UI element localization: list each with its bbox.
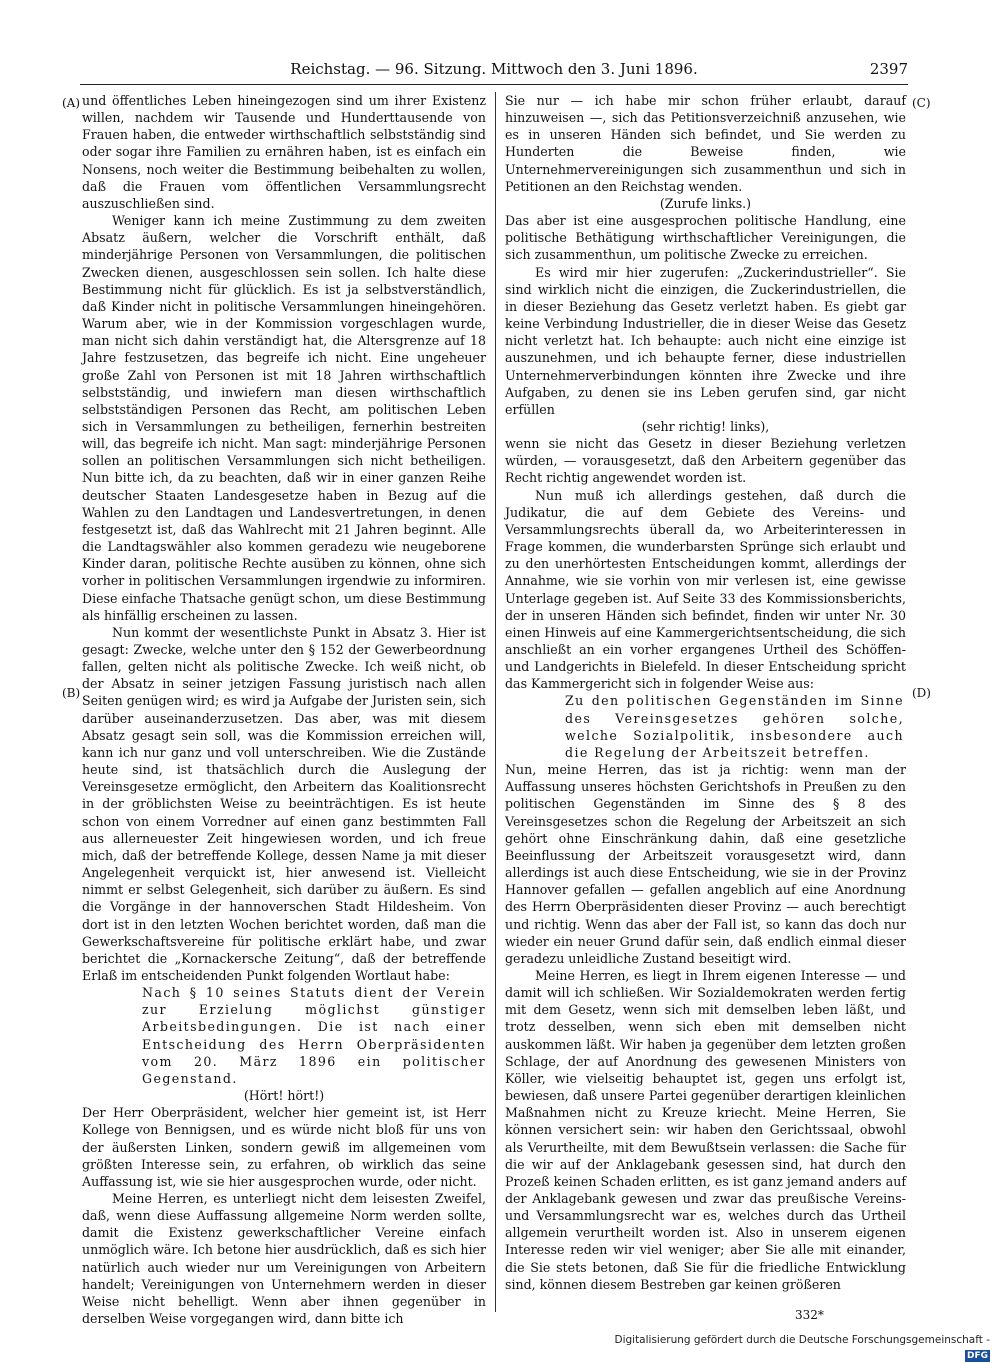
right-column-paragraph: (sehr richtig! links), [641,418,770,434]
right-column-paragraph: Nun, meine Herren, das ist ja richtig: wenn man der Auffassung unseres höchsten Gerichtshofs in Preußen zu den politischen Gegenständen im Sinne des § 8 des Vereinsgesetzes schon die Regelung der Arbeitszeit an sich gehört ohne Einschränkung dahin, daß eine gesetzliche Beeinflussung der Arbeitszeit vorausgesetzt wird, dann allerdings ist auch diese Entscheidung, wie sie in der Provinz Hannover gefallen — gefallen angeblich auf eine Anordnung des Herrn Oberpräsidenten dieser Provinz — auch berechtigt und richtig. Wenn das aber der Fall ist, so kann das doch nur wieder ein neuer Grund dafür sein, daß endlich einmal dieser geradezu unleidliche Zustand beseitigt wird. [505,762,906,966]
right-column-paragraph: Nun muß ich allerdings gestehen, daß durch die Judikatur, die auf dem Gebiete des Vereins- und Versammlungsrechts überall da, wo Arbeiterinteressen in Frage kommen, die wunderbarsten Sprünge sich erlaubt und zu den unerhörtesten Entscheidungen kommt, allerdings der Annahme, wie sie vorhin von mir verlesen ist, eine gewisse Unterlage gegeben ist. Auf Seite 33 des Kommissionsberichts, der in unseren Händen sich befindet, finden wir unter Nr. 30 einen Hinweis auf eine Kammergerichtsentscheidung, die sich anschließt an ein vorher ergangenes Urtheil des Schöffen- und Landgerichts in Bielefeld. In dieser Entscheidung spricht das Kammergericht sich in folgender Weise aus: [505,487,906,692]
right-column-paragraph: Meine Herren, es liegt in Ihrem eigenen Interesse — und damit will ich schließen. Wir Sozialdemokraten werden fertig mit dem Gesetz, wenn sich mit demselben leben läßt, und trotz desselben, wenn sich eben mit demselben nicht auskommen läßt. Wir haben ja gegenüber dem letzten großen Schlage, der auf Anordnung des gewesenen Ministers von Köller, wie vielseitig behauptet ist, gegen uns erfolgt ist, bewiesen, daß unsere Partei gegenüber derartigen kleinlichen Maßnahmen nicht zu Kreuze kriecht. Meine Herren, Sie können versichert sein: wir haben den Gerichtssaal, obwohl als Verurtheilte, mit dem Bewußtsein verlassen: die Sache für die wir auf der Anklagebank gesessen sind, hat durch den Prozeß keinen Schaden erlitten, es ist ganz jemand anders auf der Anklagebank gewesen und zwar das preußische Vereins- und Versammlungsrecht war es, welches durch das Urtheil allgemein verurtheilt worden ist. Also in unserem eigenen Interesse reden wir viel weniger; aber Sie alle mit einander, die Sie stets betonen, daß Sie für die friedliche Entwicklung sind, können diesem Bestreben gar keinen größeren [505,967,906,1292]
left-column-paragraph: Nun kommt der wesentlichste Punkt in Absatz 3. Hier ist gesagt: Zwecke, welche unter den § 152 der Gewerbeordnung fallen, gelten nicht als politische Zwecke. Ich weiß nicht, ob der Absatz in seiner jetzigen Fassung juristisch nach allen Seiten genügen wird; es wird ja Aufgabe der Juristen sein, sich darüber auseinanderzusetzen. Das aber, was mit diesem Absatz gesagt sein soll, was die Kommission erreichen will, kann ich nur ganz und voll unterschreiben. Wie die Zustände heute sind, ist thatsächlich durch die Auslegung der Vereinsgesetze ermöglicht, den Arbeitern das Koalitionsrecht in der gröblichsten Weise zu beeinträchtigen. Es ist heute schon von einem Vorredner auf einen ganz bestimmten Fall aus allerneuester Zeit hingewiesen worden, und ich freue mich, daß der betreffende Kollege, dessen Name ja mit dieser Angelegenheit verquickt ist, hier anwesend ist. Vielleicht nimmt er selbst Gelegenheit, sich darüber zu äußern. Es sind die Vorgänge in der hannoverschen Stadt Hildesheim. Von dort ist in den letzten Wochen berichtet worden, daß man die Gewerkschaftsvereine für politische erklärt habe, und zwar berichtet die „Kornackersche Zeitung“, daß der betreffende Erlaß im entscheidenden Punkt folgenden Wortlaut habe: [82,624,486,983]
left-column-paragraph: Meine Herren, es unterliegt nicht dem leisesten Zweifel, daß, wenn diese Auffassung allgemeine Norm werden sollte, damit die Existenz gewerkschaftlicher Vereine einfach unmöglich wäre. Ich betone hier ausdrücklich, daß es sich hier natürlich auch wieder nur um Vereinigungen von Arbeitern handelt; Vereinigungen von Unternehmern werden in dieser Weise nicht behelligt. Wenn aber ihnen gegenüber in derselben Weise vorgegangen wird, dann bitte ich [82,1191,486,1327]
sheet-signature: 332* [795,1308,824,1322]
page-header [80,56,908,82]
margin-marker-d: (D) [912,686,931,700]
margin-marker-a: (A) [62,96,81,110]
margin-marker-b: (B) [62,686,81,700]
page-number: 2397 [869,60,908,78]
right-column [505,92,906,1293]
left-column-paragraph: Nach § 10 seines Statuts dient der Verein zur Erzielung möglichst günstiger Arbeitsbedingungen. Die ist nach einer Entscheidung des Herrn Oberpräsidenten vom 20. März 1896 ein politischer Gegenstand. [142,985,486,1086]
left-column-paragraph: Weniger kann ich meine Zustimmung zu dem zweiten Absatz äußern, welcher die Vorschrift enthält, daß minderjährige Personen von Versammlungen, die politischen Zwecken dienen, ausgeschlossen sein sollen. Ich halte diese Bestimmung nicht für glücklich. Es ist ja selbstverständlich, daß Kinder nicht in politische Versammlungen hineingehören. Warum aber, wie in der Kommission vorgeschlagen wurde, man nicht sich dahin verständigt hat, die Altersgrenze auf 18 Jahre festzusetzen, das begreife ich nicht. Eine ungeheuer große Zahl von Personen ist mit 18 Jahren wirthschaftlich selbstständig, und inwiefern man diesen wirthschaftlich selbstständigen Personen das Recht, am politischen Leben sich in Versammlungen zu betheiligen, fernerhin bestreiten will, das begreife ich nicht. Man sagt: minderjährige Personen sollen an politischen Versammlungen sich nicht betheiligen. Nun bitte ich, da zu beachten, daß wir in einer ganzen Reihe deutscher Staaten Landesgesetze haben in Bezug auf die Wahlen zu den Landtagen und Landesvertretungen, in denen festgesetzt ist, daß das Wahlrecht mit 21 Jahren beginnt. Alle die Landtagswähler also kommen geradezu wie neugeborene Kinder daran, politische Rechte ausüben zu können, ohne sich vorher in politischen Versammlungen irgendwie zu informiren. Diese einfache Thatsache genügt schon, um diese Bestimmung als hinfällig erscheinen zu lassen. [82,213,486,623]
dfg-logo: DFG [966,1351,988,1361]
footer-text: Digitalisierung gefördert durch die Deutsche Forschungsgemeinschaft - [614,1334,990,1346]
left-column-paragraph: und öffentliches Leben hineingezogen sind um ihrer Existenz willen, nachdem wir Tausende und Hunderttausende von Frauen haben, die entweder wirthschaftlich selbstständig sind oder sogar ihre Familien zu ernähren haben, ist es einfach ein Nonsens, noch weiter die Bestimmung beibehalten zu wollen, daß die Frauen vom öffentlichen Versammlungsrecht auszuschließen sind. [82,93,486,211]
right-column-paragraph: Es wird mir hier zugerufen: „Zuckerindustrieller“. Sie sind wirklich nicht die einzigen, die Zuckerindustriellen, die in dieser Beziehung das Gesetz verletzt haben. Es giebt gar keine Verbindung Industrieller, die in dieser Weise das Gesetz nicht verletzt hat. Ich behaupte: auch nicht eine einzige ist auszunehmen, und ich behaupte ferner, diese industriellen Unternehmerverbindungen könnten ihre Zwecke und ihre Aufgaben, zu denen sie ins Leben gerufen sind, gar nicht erfüllen [505,264,906,417]
right-column-paragraph: (Zurufe links.) [659,195,752,211]
margin-marker-c: (C) [912,96,931,110]
column-rule [495,92,496,1312]
left-column-paragraph: (Hört! hört!) [243,1088,325,1104]
running-title: Reichstag. — 96. Sitzung. Mittwoch den 3. Juni 1896. [290,60,698,78]
left-column-paragraph: Der Herr Oberpräsident, welcher hier gemeint ist, ist Herr Kollege von Bennigsen, und es würde nicht bloß für uns von der äußersten Linken, sondern gewiß im allgemeinen vom größten Interesse sein, zu erfahren, ob wirklich das seine Auffassung ist, wie sie hier ausgesprochen wurde, oder nicht. [82,1105,486,1189]
header-rule [80,84,908,85]
footer-credit [600,1332,990,1361]
right-column-paragraph: Zu den politischen Gegenständen im Sinne des Vereinsgesetzes gehören solche, welche Sozialpolitik, insbesondere auch die Regelung der Arbeitszeit betreffen. [565,693,904,760]
right-column-paragraph: wenn sie nicht das Gesetz in dieser Beziehung verletzen würden, — vorausgesetzt, daß den Arbeitern gegenüber das Recht richtig angewendet worden ist. [505,436,906,486]
right-column-paragraph: Sie nur — ich habe mir schon früher erlaubt, darauf hinzuweisen —, sich das Petitionsverzeichniß anzusehen, wie es in unseren Händen sich befindet, und Sie werden zu Hunderten die Beweise finden, wie Unternehmervereinigungen sich zusammenthun und sich in Petitionen an den Reichstag wenden. [505,93,906,194]
right-column-paragraph: Das aber ist eine ausgesprochen politische Handlung, eine politische Bethätigung wirthschaftlicher Vereinigungen, die sich zusammenthun, um politische Zwecke zu erreichen. [505,213,906,263]
left-column [82,92,486,1327]
